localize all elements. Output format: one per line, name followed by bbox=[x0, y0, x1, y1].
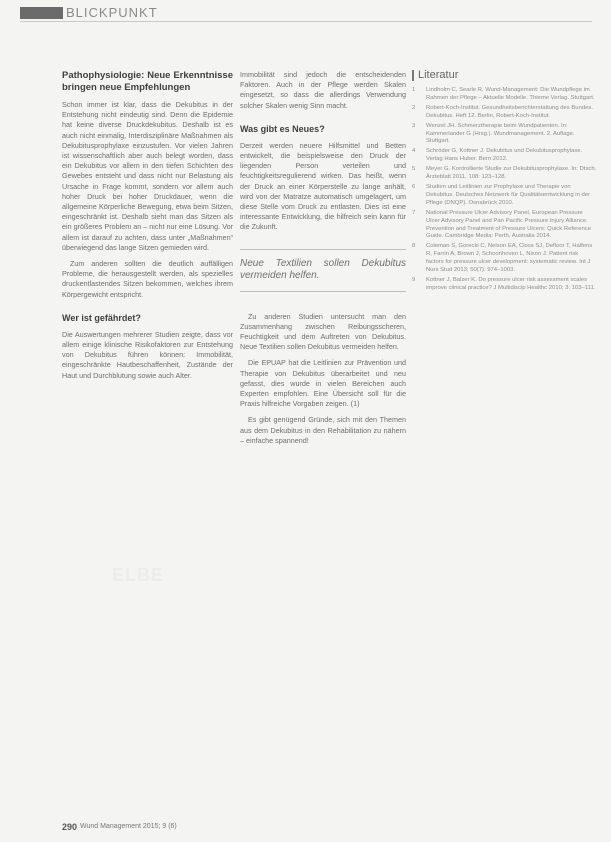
body-paragraph: Zum anderen sollten die deutlich auffälligen Probleme, die herausgestellt werden, als spezielles druckentlastendes Sitzen bekommen, welches ihrem Körpergewicht entspricht. bbox=[62, 259, 233, 299]
body-paragraph: Derzeit werden neuere Hilfsmittel und Betten entwickelt, die beispielsweise den Druck der liegenden Person verteilen und feuchtigkeitsregulierend wirken. Das heißt, wenn der Druck an einer Körperstelle zu lange anhält, wird von der Matratze automatisch umgelagert, um diese Stelle vom Druck zu entlasten. Dies ist eine interessante Entwicklung, die hilfreich sein kann für die Zukunft. bbox=[240, 140, 406, 232]
pull-quote: Neue Textilien sollen Dekubitus vermeiden helfen. bbox=[240, 249, 406, 292]
reference-list bbox=[412, 87, 597, 293]
page-number: 290 bbox=[62, 822, 78, 832]
literature-column bbox=[412, 70, 597, 490]
article-column-1 bbox=[62, 70, 233, 530]
reference-item: 4 Schröder G, Kottner J. Dekubitus und Dekubitusprophylaxe. Verlag Hans Huber. Bern 2012. bbox=[412, 148, 583, 163]
article-column-2 bbox=[240, 70, 406, 590]
reference-item: 6 Studien und Leitlinien zur Prophylaxe und Therapie von Dekubitus. Deutsches Netzwerk für Qualitätsentwicklung in der Pflege (DNQP). Osnabrück 2010. bbox=[412, 183, 591, 206]
reference-item: 1 Lindholm C, Searle R. Wund-Management: Die Wundpflege im Rahmen der Pflege – Aktuelle Modelle. Thieme Verlag. Stuttgart. bbox=[412, 87, 595, 101]
reference-item: 8 Coleman S, Gorecki C, Nelson EA, Closs SJ, Defloor T, Halfens R, Farrin A, Brown J, Schoonhoven L, Nixon J. Patient risk factors for pressure ulcer development: systematic review. Int J Nurs Stud 2013; 50(7): 974–1003. bbox=[412, 243, 593, 274]
watermark: ELBE bbox=[112, 565, 165, 585]
reference-item: 7 National Pressure Ulcer Advisory Panel, European Pressure Ulcer Advisory Panel and Pan Pacific Pressure Injury Alliance. Prevention and Treatment of Pressure Ulcers: Quick Reference Guide. Cambridge Media: Perth, Australia 2014. bbox=[412, 209, 592, 240]
body-paragraph: Schon immer ist klar, dass die Dekubitus in der Entstehung nicht eindeutig sind. Denn die Epidemie hat keine diverse Druckdekubitus. Deshalb ist es auch nicht einmalig, Interdisziplinäre Maßnahmen als Dekubitusprophylaxe einzustufen. Vor vielen Jahren ist wissenschaftlich aber auch belegt worden, dass ein Dekubitus vor allem in den tiefen Schichten des Gewebes entsteht und dass nicht nur Belastung als Ursache in Frage kommt, sondern vor allem auch hoher Druck bei hoher Druckdauer, wenn die allgemeine Körperliche Bewegung, etwa beim Sitzen, eingeschränkt ist. Deshalb sieht man das Sitzen als ein größeres Problem an – nicht nur eine Lösung. Vor allem ist darauf zu achten, dass unter „Maßnahmen“ überwiegend das lange Sitzen gemieden wird. bbox=[62, 100, 233, 252]
section-heading: Was gibt es Neues? bbox=[240, 123, 325, 134]
reference-item: 9 Kottner J, Balzer K. Do pressure ulcer risk assessment scales improve clinical practice? J Multidiscip Healthc 2010; 3: 103–111. bbox=[412, 276, 596, 291]
body-paragraph: Die EPUAP hat die Leitlinien zur Prävention und Therapie von Dekubitus überarbeitet und neu gefasst, dies wurde in vielen Bereichen auch Experten empfohlen. Eine Übersicht soll für die Praxis hilfreiche Vorgaben zeigen. (1) bbox=[240, 358, 406, 409]
literature-heading: Literatur bbox=[412, 70, 597, 81]
section-heading: Pathophysiologie: Neue Erkenntnisse bringen neue Empfehlungen bbox=[62, 70, 233, 93]
header-divider bbox=[20, 21, 592, 22]
section-title: BLICKPUNKT bbox=[66, 5, 158, 20]
body-paragraph: Die Auswertungen mehrerer Studien zeigte, dass vor allem einige klinische Risikofaktoren zur Entstehung von Dekubitus führen können: Immobilität, eingeschränkte Hautbeschaffenheit, Zustände der Haut und Durchblutung sowie auch Alter. bbox=[62, 329, 233, 380]
reference-item: 2 Robert-Koch-Institut. Gesundheitsberichterstattung des Bundes. Dekubitus. Heft 12. Berlin, Robert-Koch-Institut. bbox=[412, 104, 593, 119]
section-marker bbox=[20, 7, 63, 19]
body-paragraph: Zu anderen Studien untersucht man den Zusammenhang zwischen Reibungsscheren, Feuchtigkeit und dem Auftreten von Dekubitus. Neue Textilien sollen Dekubitus vermeiden helfen. bbox=[240, 311, 406, 352]
reference-item: 5 Meyer G. Kontrollierte Studie zur Dekubitusprophylaxe. In: Dtsch. Ärzteblatt 2011, 108: 123–128. bbox=[412, 166, 597, 181]
reference-item: 3 Wenzel JH. Schmerztherapie beim Wundpatienten. In: Kammerlander G (Hrsg.). Wundmanagement. 2. Auflage. Stuttgart. bbox=[412, 122, 575, 145]
body-paragraph: Immobilität sind jedoch die entscheidenden Faktoren. Auch in der Pflege werden Skalen eingesetzt, so dass die allerdings Verwendung solcher Skalen wenig Sinn macht. bbox=[240, 70, 406, 110]
journal-reference: Wund Management 2015; 9 (6) bbox=[80, 823, 177, 830]
body-paragraph: Es gibt genügend Gründe, sich mit den Themen aus dem Dekubitus in den Rehabilitation zu nähern – einfache spannend! bbox=[240, 415, 406, 445]
section-heading: Wer ist gefährdet? bbox=[62, 312, 141, 323]
